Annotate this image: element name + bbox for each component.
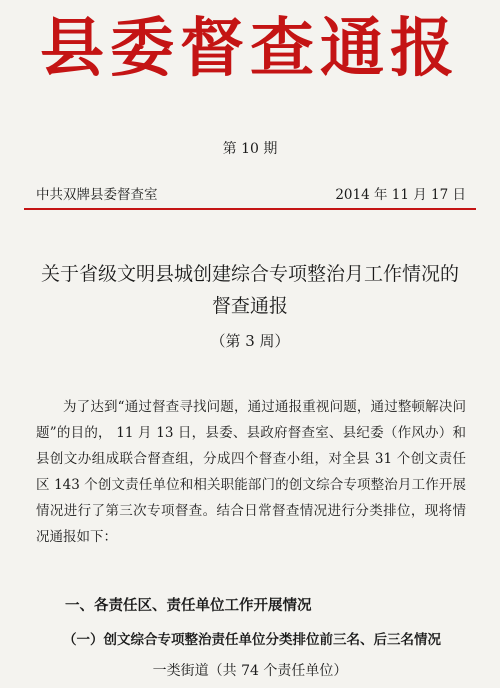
section-heading-2: （一）创文综合专项整治责任单位分类排位前三名、后三名情况	[63, 632, 441, 648]
document-subtitle: （第 3 周）	[210, 332, 290, 350]
issuer-date-row	[36, 183, 466, 203]
document-title: 关于省级文明县城创建综合专项整治月工作情况的督查通报	[40, 263, 459, 317]
masthead-title: 县委督查通报	[40, 11, 460, 86]
section-heading-1: 一、各责任区、责任单位工作开展情况	[65, 598, 312, 614]
issue-number: 第 10 期	[222, 141, 278, 157]
issue-date: 2014 年 11 月 17 日	[335, 187, 466, 203]
section-heading-3: 一类街道（共 74 个责任单位）	[152, 663, 348, 679]
body-text	[36, 394, 466, 550]
body-paragraph: 为了达到“通过督查寻找问题，通过通报重视问题，通过整顿解决问题”的目的， 11 月 13 日，县委、县政府督查室、县纪委（作风办）和县创文办组成联合督查组，分成四个督查小组，对全县 31 个创文责任区 143 个创文责任单位和相关职能部门的创文综合专项整治月工作开展情况进行了第三次专项督查。结合日常督查情况进行分类排位，现将情况通报如下：	[36, 399, 466, 545]
issuer-name: 中共双牌县委督查室	[36, 187, 158, 203]
red-divider-line	[24, 208, 476, 210]
